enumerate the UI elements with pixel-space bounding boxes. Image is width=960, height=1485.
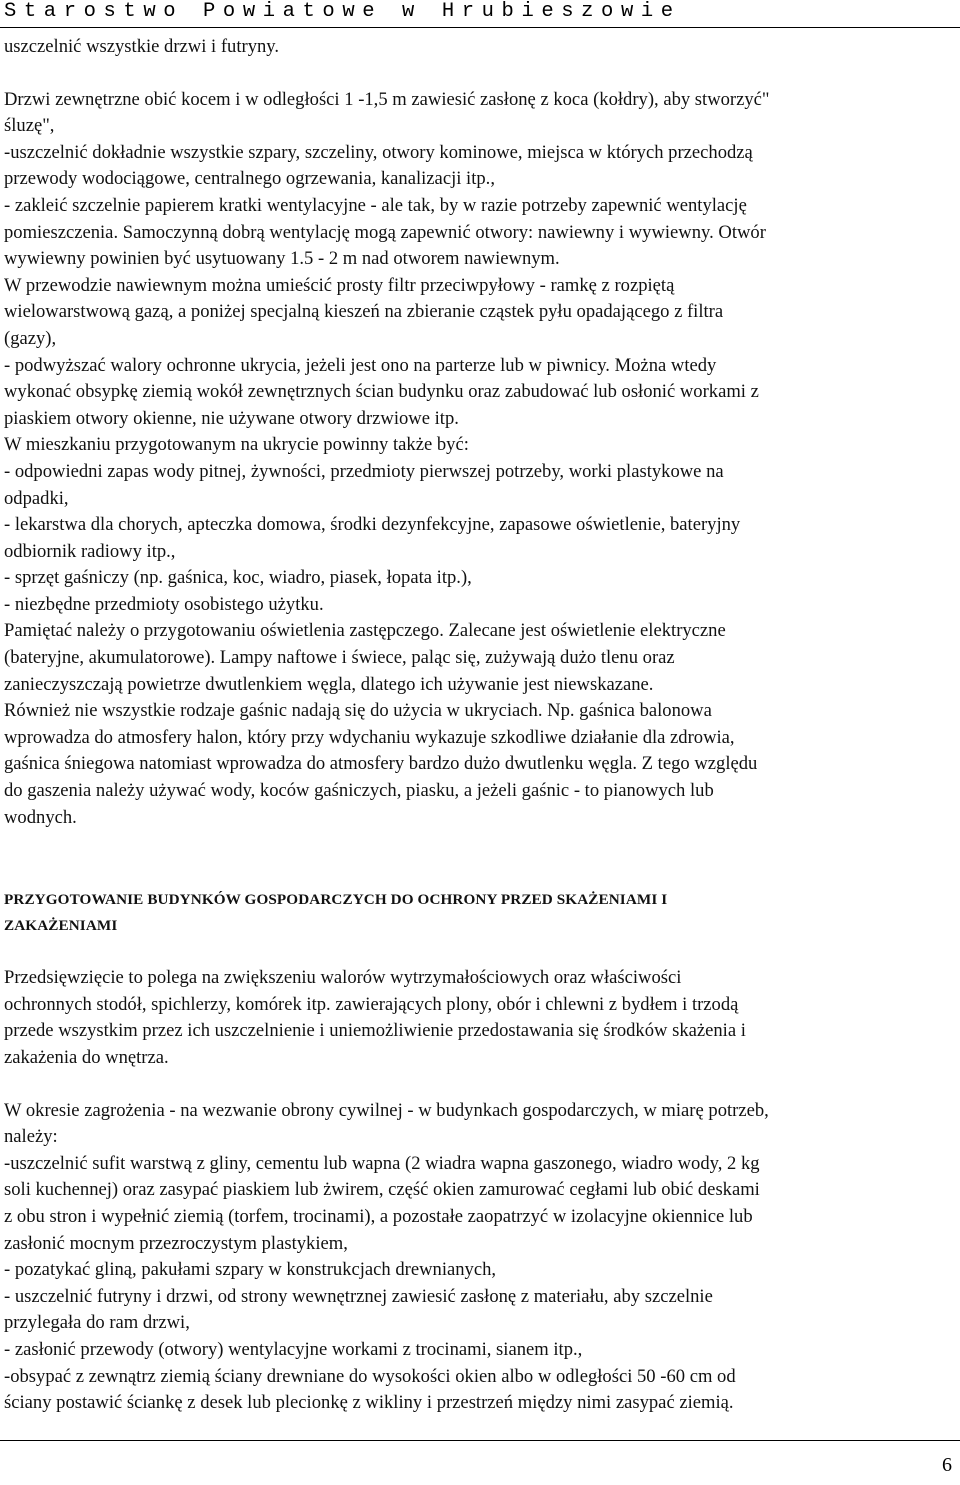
text-line: przede wszystkim przez ich uszczelnienie i uniemożliwienie przedostawania się środków skażenia i: [4, 1020, 746, 1042]
text-line: (bateryjne, akumulatorowe). Lampy naftowe i świece, paląc się, zużywają dużo tlenu oraz: [4, 647, 675, 669]
paragraph-spacer: [4, 61, 956, 87]
text-line: ściany postawić ściankę z desek lub plecionkę z wikliny i przestrzeń między nimi zasypać ziemią.: [4, 1392, 734, 1414]
text-line: (gazy),: [4, 327, 57, 349]
text-line: do gaszenia należy używać wody, koców gaśniczych, piasku, a jeżeli gaśnic - to pianowych lub: [4, 780, 714, 802]
paragraph-intro: [4, 34, 956, 61]
text-line: odbiornik radiowy itp.,: [4, 540, 176, 562]
paragraph-shelter-preparation: [4, 87, 956, 832]
section-heading: [4, 887, 956, 939]
text-line: wykonać obsypkę ziemią wokół zewnętrznych ścian budynku oraz zabudować lub osłonić workami z: [4, 381, 759, 403]
text-line: -uszczelnić dokładnie wszystkie szpary, szczeliny, otwory kominowe, miejsca w których przechodzą: [4, 141, 753, 163]
text-line: Przedsięwzięcie to polega na zwiększeniu walorów wytrzymałościowych oraz właściwości: [4, 967, 682, 989]
text-line: z obu stron i wypełnić ziemią (torfem, trocinami), a pozostałe zaopatrzyć w izolacyjne okiennice lub: [4, 1205, 753, 1227]
text-line: zanieczyszczają powietrze dwutlenkiem węgla, dlatego ich używanie jest niewskazane.: [4, 673, 654, 695]
text-line: przylegała do ram drzwi,: [4, 1312, 190, 1334]
text-line: uszczelnić wszystkie drzwi i futryny.: [4, 36, 280, 57]
paragraph-threat-measures: [4, 1098, 956, 1417]
paragraph-building-protection: [4, 965, 956, 1071]
text-line: soli kuchennej) oraz zasypać piaskiem lub żwirem, część okien zamurować cegłami lub obić deskami: [4, 1179, 760, 1201]
text-line: pomieszczenia. Samoczynną dobrą wentylację mogą zapewnić otwory: nawiewny i wywiewny. Otwór: [4, 221, 766, 243]
text-line: - zakleić szczelnie papierem kratki wentylacyjne - ale tak, by w razie potrzeby zapewnić wentylację: [4, 194, 747, 216]
text-line: W okresie zagrożenia - na wezwanie obrony cywilnej - w budynkach gospodarczych, w miarę potrzeb,: [4, 1099, 769, 1121]
text-line: - sprzęt gaśniczy (np. gaśnica, koc, wiadro, piasek, łopata itp.),: [4, 567, 472, 589]
text-line: wywiewny powinien być usytuowany 1.5 - 2 m nad otworem nawiewnym.: [4, 248, 560, 270]
text-line: - podwyższać walory ochronne ukrycia, jeżeli jest ono na parterze lub w piwnicy. Można wtedy: [4, 354, 717, 376]
text-line: wprowadza do atmosfery halon, który przy wdychaniu wykazuje szkodliwe działanie dla zdrowia,: [4, 726, 735, 748]
text-line: śluzę",: [4, 115, 55, 137]
footer-divider: [0, 1440, 960, 1441]
text-line: - zasłonić przewody (otwory) wentylacyjne workami z trocinami, sianem itp.,: [4, 1338, 583, 1360]
text-line: - niezbędne przedmioty osobistego użytku.: [4, 593, 324, 615]
text-line: -uszczelnić sufit warstwą z gliny, cementu lub wapna (2 wiadra wapna gaszonego, wiadro wody, 2 kg: [4, 1152, 760, 1174]
section-spacer: [4, 831, 956, 887]
text-line: - uszczelnić futryny i drzwi, od strony wewnętrznej zawiesić zasłonę z materiału, aby szczelnie: [4, 1285, 713, 1307]
header-title: Starostwo Powiatowe w Hrubieszowie: [4, 0, 681, 23]
paragraph-spacer: [4, 1072, 956, 1098]
text-line: Drzwi zewnętrzne obić kocem i w odległości 1 -1,5 m zawiesić zasłonę z koca (kołdry), aby stworzyć": [4, 88, 770, 110]
header-divider: [0, 27, 960, 28]
text-line: ochronnych stodół, spichlerzy, komórek itp. zawierających plony, obór i chlewni z bydłem i trzodą: [4, 993, 739, 1015]
text-line: odpadki,: [4, 487, 69, 509]
text-line: zakażenia do wnętrza.: [4, 1047, 169, 1068]
text-line: wielowarstwową gazą, a poniżej specjalną kieszeń na zbieranie cząstek pyłu opadającego z filtra: [4, 301, 724, 323]
text-line: należy:: [4, 1126, 58, 1148]
document-body: [4, 34, 956, 1417]
text-line: przewody wodociągowe, centralnego ogrzewania, kanalizacji itp.,: [4, 168, 495, 190]
heading-line: PRZYGOTOWANIE BUDYNKÓW GOSPODARCZYCH DO OCHRONY PRZED SKAŻENIAMI I: [4, 891, 668, 909]
text-line: - lekarstwa dla chorych, apteczka domowa, środki dezynfekcyjne, zapasowe oświetlenie, bateryjny: [4, 514, 741, 536]
text-line: W mieszkaniu przygotowanym na ukrycie powinny także być:: [4, 434, 469, 456]
text-line: - pozatykać gliną, pakułami szpary w konstrukcjach drewnianych,: [4, 1259, 497, 1281]
text-line: Pamiętać należy o przygotowaniu oświetlenia zastępczego. Zalecane jest oświetlenie elektryczne: [4, 620, 726, 642]
paragraph-spacer: [4, 939, 956, 965]
text-line: -obsypać z zewnątrz ziemią ściany drewniane do wysokości okien albo w odległości 50 -60 cm od: [4, 1365, 736, 1387]
text-line: - odpowiedni zapas wody pitnej, żywności, przedmioty pierwszej potrzeby, worki plastykowe na: [4, 460, 724, 482]
text-line: Również nie wszystkie rodzaje gaśnic nadają się do użycia w ukryciach. Np. gaśnica balonowa: [4, 700, 712, 722]
page-number: 6: [942, 1454, 952, 1476]
page-header: [0, 0, 960, 24]
heading-line: ZAKAŻENIAMI: [4, 917, 118, 935]
text-line: zasłonić mocnym przezroczystym plastykiem,: [4, 1232, 348, 1254]
text-line: W przewodzie nawiewnym można umieścić prosty filtr przeciwpyłowy - ramkę z rozpiętą: [4, 274, 675, 296]
text-line: gaśnica śniegowa natomiast wprowadza do atmosfery bardzo dużo dwutlenku węgla. Z tego względu: [4, 753, 758, 775]
text-line: wodnych.: [4, 806, 77, 828]
text-line: piaskiem otwory okienne, nie używane otwory drzwiowe itp.: [4, 407, 459, 429]
